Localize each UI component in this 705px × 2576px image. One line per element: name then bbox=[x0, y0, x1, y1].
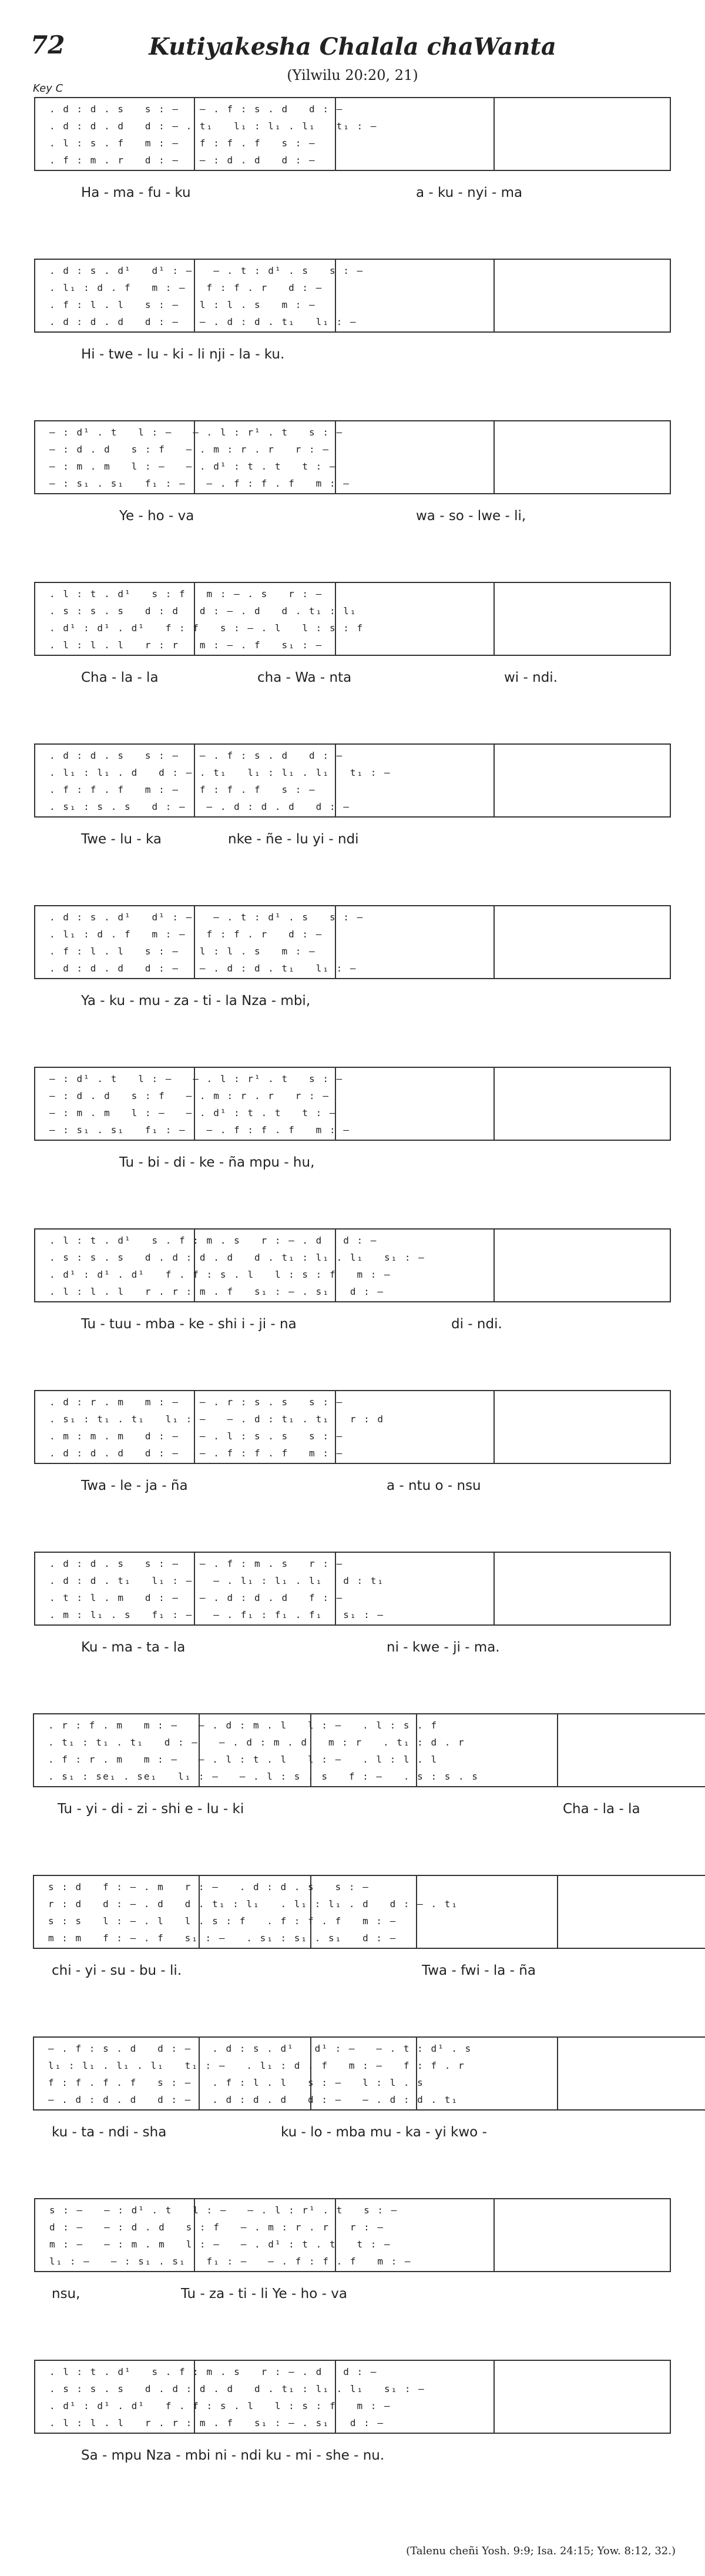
solfa-line: s : s l : – . l l . s : f . f : f . f m : — bbox=[48, 1915, 397, 1927]
staff-box bbox=[34, 2198, 671, 2272]
lyric-phrase: Twa - le - ja - ña bbox=[81, 1478, 188, 1493]
solfa-line: f : f . f . f s : — . f : l . l s : — l : l . s bbox=[48, 2077, 424, 2088]
solfa-line: . l₁ : d . f m : — f : f . r d : — bbox=[49, 929, 323, 940]
lyric-phrase: Sa - mpu Nza - mbi ni - ndi ku - mi - she - nu. bbox=[81, 2448, 385, 2463]
staff-box bbox=[34, 743, 671, 818]
lyric-phrase: Ha - ma - fu - ku bbox=[81, 185, 191, 200]
solfa-line: . f : l . l s : — l : l . s m : — bbox=[49, 299, 316, 310]
staff-box bbox=[33, 1713, 705, 1787]
staff-box bbox=[34, 2360, 671, 2434]
hymn-number: 72 bbox=[31, 31, 65, 59]
hymn-title: Kutiyakesha Chalala chaWanta bbox=[149, 33, 556, 61]
lyric-phrase: wi - ndi. bbox=[504, 670, 558, 685]
solfa-line: . d¹ : d¹ . d¹ f . f : s . l l : s : f m : — bbox=[49, 2400, 391, 2411]
solfa-line: . d : s . d¹ d¹ : — – . t : d¹ . s s : — bbox=[49, 265, 364, 276]
staff-box bbox=[34, 582, 671, 656]
staff-box bbox=[34, 420, 671, 494]
solfa-line: . s₁ : s . s d : — – . d : d . d d : — bbox=[49, 801, 350, 812]
lyric-phrase: Tu - yi - di - zi - shi e - lu - ki bbox=[58, 1801, 244, 1817]
solfa-line: s : d f : – . m r : — . d : d . s s : — bbox=[48, 1881, 370, 1892]
lyric-phrase: a - ntu o - nsu bbox=[387, 1478, 481, 1493]
solfa-line: . f : f . f m : — f : f . f s : — bbox=[49, 784, 316, 795]
solfa-line: . d : r . m m : — – . r : s . s s : — bbox=[49, 1396, 344, 1408]
lyric-phrase: chi - yi - su - bu - li. bbox=[52, 1963, 182, 1978]
solfa-line: l₁ : l₁ . l₁ . l₁ t₁ : — . l₁ : d . f m : — f : f . r bbox=[48, 2060, 465, 2071]
solfa-line: . s : s . s d . d : d . d d . t₁ : l₁ . l₁ s₁ : — bbox=[49, 1252, 425, 1263]
solfa-line: . d¹ : d¹ . d¹ f . f : s . l l : s : f m : — bbox=[49, 1269, 391, 1280]
solfa-line: r : d d : – . d d . t₁ : l₁ . l₁ : l₁ . d d : – . t₁ bbox=[48, 1898, 458, 1910]
solfa-line: . m : m . m d : — – . l : s . s s : — bbox=[49, 1431, 344, 1442]
solfa-line: . l₁ : l₁ . d d : – . t₁ l₁ : l₁ . l₁ t₁ : — bbox=[49, 767, 391, 778]
solfa-line: . f : r . m m : — – . l : t . l l : — . l : l . l bbox=[48, 1754, 438, 1765]
solfa-line: . f : l . l s : — l : l . s m : — bbox=[49, 946, 316, 957]
lyric-phrase: ni - kwe - ji - ma. bbox=[387, 1640, 500, 1655]
solfa-line: . d : s . d¹ d¹ : — – . t : d¹ . s s : — bbox=[49, 912, 364, 923]
solfa-line: . t : l . m d : — – . d : d . d f : — bbox=[49, 1592, 344, 1603]
solfa-line: . d : d . d d : — – . f : f . f m : — bbox=[49, 1448, 344, 1459]
lyric-phrase: ku - lo - mba mu - ka - yi kwo - bbox=[281, 2125, 487, 2140]
solfa-line: – . d : d . d d : — . d : d . d d : — – . d : d . t₁ bbox=[48, 2094, 458, 2105]
solfa-line: — : m . m l : — – . d¹ : t . t t : — bbox=[49, 1107, 337, 1118]
solfa-line: . d : d . s s : — – . f : s . d d : — bbox=[49, 750, 344, 761]
solfa-line: m : m f : – . f s₁ : — . s₁ : s₁ . s₁ d : — bbox=[48, 1932, 397, 1944]
solfa-line: — : d . d s : f – . m : r . r r : — bbox=[49, 1090, 330, 1101]
solfa-line: — : d . d s : f – . m : r . r r : — bbox=[49, 444, 330, 455]
solfa-line: . d : d . d d : — – . d : d . t₁ l₁ : — bbox=[49, 316, 357, 327]
solfa-line: . m : l₁ . s f₁ : — – . f₁ : f₁ . f₁ s₁ : — bbox=[49, 1609, 385, 1620]
solfa-line: — : d¹ . t l : — – . l : r¹ . t s : — bbox=[49, 1073, 344, 1084]
lyric-phrase: Tu - bi - di - ke - ña mpu - hu, bbox=[119, 1155, 315, 1170]
solfa-line: . s₁ : se₁ . se₁ l₁ : — – . l : s . s f : — . s : s . s bbox=[48, 1771, 479, 1782]
hymn-reference: (Yilwilu 20:20, 21) bbox=[287, 67, 418, 83]
solfa-line: . l : t . d¹ s . f : m . s r : – . d d : — bbox=[49, 1235, 378, 1246]
solfa-line: m : — — : m . m l : — – . d¹ : t . t t : — bbox=[49, 2239, 391, 2250]
lyric-phrase: Ku - ma - ta - la bbox=[81, 1640, 186, 1655]
solfa-line: . s₁ : t₁ . t₁ l₁ : — – . d : t₁ . t₁ r : d bbox=[49, 1413, 385, 1425]
solfa-line: . l : t . d¹ s : f m : – . s r : — bbox=[49, 588, 323, 599]
solfa-line: . l₁ : d . f m : — f : f . r d : — bbox=[49, 282, 323, 293]
solfa-line: – . f : s . d d : — . d : s . d¹ d¹ : — – . t : d¹ . s bbox=[48, 2043, 472, 2054]
solfa-line: . d : d . s s : — – . f : s . d d : — bbox=[49, 103, 344, 115]
solfa-line: . d : d . t₁ l₁ : — – . l₁ : l₁ . l₁ d : t₁ bbox=[49, 1575, 385, 1586]
staff-box bbox=[33, 1875, 705, 1949]
lyric-phrase: Hi - twe - lu - ki - li nji - la - ku. bbox=[81, 347, 285, 362]
lyric-phrase: di - ndi. bbox=[451, 1317, 502, 1332]
lyric-phrase: nke - ñe - lu yi - ndi bbox=[228, 832, 359, 847]
staff-box bbox=[33, 2036, 705, 2111]
lyric-phrase: ku - ta - ndi - sha bbox=[52, 2125, 167, 2140]
solfa-line: . l : l . l r : r m : – . f s₁ : — bbox=[49, 639, 323, 651]
solfa-line: . d : d . s s : — – . f : m . s r : — bbox=[49, 1558, 344, 1569]
solfa-line: s : — — : d¹ . t l : — – . l : r¹ . t s : — bbox=[49, 2205, 398, 2216]
lyric-phrase: nsu, bbox=[52, 2286, 80, 2302]
lyric-phrase: Cha - la - la bbox=[81, 670, 159, 685]
staff-box bbox=[34, 97, 671, 171]
solfa-line: . d¹ : d¹ . d¹ f : f s : – . l l : s : f bbox=[49, 622, 364, 634]
lyric-phrase: Cha - la - la bbox=[563, 1801, 640, 1817]
lyric-phrase: Twe - lu - ka bbox=[81, 832, 162, 847]
solfa-line: l₁ : — — : s₁ . s₁ f₁ : — – . f : f . f m : — bbox=[49, 2256, 412, 2267]
lyric-phrase: Ya - ku - mu - za - ti - la Nza - mbi, bbox=[81, 993, 311, 1009]
solfa-line: . d : d . d d : — – . d : d . t₁ l₁ : — bbox=[49, 963, 357, 974]
solfa-line: . s : s . s d : d d : – . d d . t₁ : l₁ bbox=[49, 605, 357, 617]
lyric-phrase: a - ku - nyi - ma bbox=[416, 185, 523, 200]
solfa-line: . l : t . d¹ s . f : m . s r : – . d d : — bbox=[49, 2366, 378, 2377]
solfa-line: — : m . m l : — – . d¹ : t . t t : — bbox=[49, 461, 337, 472]
solfa-line: . l : s . f m : — f : f . f s : — bbox=[49, 138, 316, 149]
lyric-phrase: Ye - ho - va bbox=[119, 508, 194, 524]
staff-box bbox=[34, 1390, 671, 1464]
solfa-line: . r : f . m m : — – . d : m . l l : — . l : s . f bbox=[48, 1720, 438, 1731]
solfa-line: — : d¹ . t l : — – . l : r¹ . t s : — bbox=[49, 427, 344, 438]
solfa-line: . l : l . l r . r : m . f s₁ : – . s₁ d : — bbox=[49, 2417, 385, 2428]
staff-box bbox=[34, 1552, 671, 1626]
staff-box bbox=[34, 1067, 671, 1141]
lyric-phrase: Tu - za - ti - li Ye - ho - va bbox=[181, 2286, 347, 2302]
solfa-line: . t₁ : t₁ . t₁ d : — – . d : m . d m : r . t₁ : d . r bbox=[48, 1737, 465, 1748]
key-label: Key C bbox=[33, 82, 63, 95]
lyric-phrase: Twa - fwi - la - ña bbox=[422, 1963, 536, 1978]
staff-box bbox=[34, 1228, 671, 1302]
solfa-line: — : s₁ . s₁ f₁ : — – . f : f . f m : — bbox=[49, 1124, 350, 1135]
lyric-phrase: wa - so - lwe - li, bbox=[416, 508, 526, 524]
solfa-line: — : s₁ . s₁ f₁ : — – . f : f . f m : — bbox=[49, 478, 350, 489]
solfa-line: . l : l . l r . r : m . f s₁ : – . s₁ d : — bbox=[49, 1286, 385, 1297]
solfa-line: . s : s . s d . d : d . d d . t₁ : l₁ . l₁ s₁ : — bbox=[49, 2383, 425, 2394]
solfa-line: . d : d . d d : – . t₁ l₁ : l₁ . l₁ t₁ : — bbox=[49, 120, 378, 132]
lyric-phrase: cha - Wa - nta bbox=[257, 670, 352, 685]
footer-citation: (Talenu cheñi Yosh. 9:9; Isa. 24:15; Yow. 8:12, 32.) bbox=[406, 2545, 676, 2557]
solfa-line: . f : m . r d : — – : d . d d : — bbox=[49, 155, 316, 166]
staff-box bbox=[34, 259, 671, 333]
staff-box bbox=[34, 905, 671, 979]
solfa-line: d : — — : d . d s : f – . m : r . r r : — bbox=[49, 2222, 385, 2233]
lyric-phrase: Tu - tuu - mba - ke - shi i - ji - na bbox=[81, 1317, 297, 1332]
